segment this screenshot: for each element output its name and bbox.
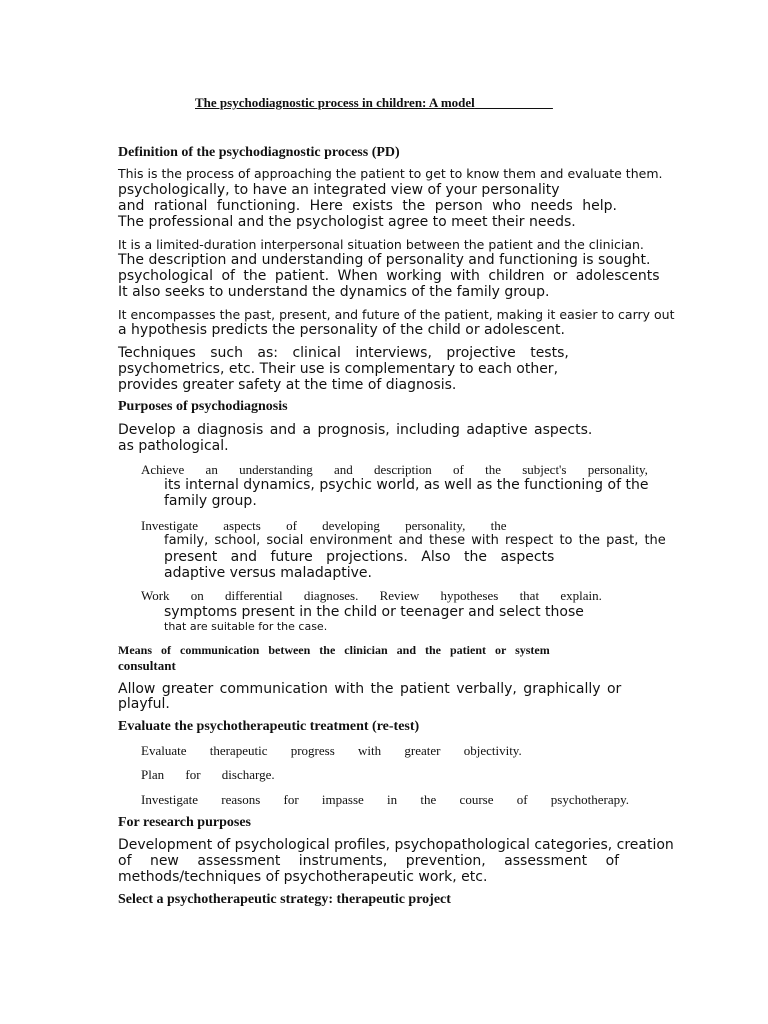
def-p4-line3: provides greater safety at the time of diagnosis. xyxy=(118,377,457,393)
def-p3-line2: a hypothesis predicts the personality of the child or adolescent. xyxy=(118,322,565,338)
means-p1-line2: playful. xyxy=(118,696,170,712)
evaluate-item2: Plan for discharge. xyxy=(141,767,275,782)
research-p1-line3: methods/techniques of psychotherapeutic work, etc. xyxy=(118,869,488,885)
purpose-item2-line1: Investigate aspects of developing personality, the xyxy=(141,518,507,533)
means-heading-line2: consultant xyxy=(118,658,176,673)
purpose-item1-line2: its internal dynamics, psychic world, as well as the functioning of the xyxy=(164,477,649,493)
purposes-p1-line2: as pathological. xyxy=(118,438,229,454)
research-p1-line1: Development of psychological profiles, psychopathological categories, creation xyxy=(118,837,674,853)
page-title xyxy=(195,95,553,111)
def-p1-line1: This is the process of approaching the patient to get to know them and evaluate them. xyxy=(118,166,663,181)
page-title-text: The psychodiagnostic process in children: A model xyxy=(195,95,475,110)
means-p1-line1: Allow greater communication with the patient verbally, graphically or xyxy=(118,681,622,697)
def-p1-line4: The professional and the psychologist agree to meet their needs. xyxy=(118,214,576,230)
def-p2-line4: It also seeks to understand the dynamics of the family group. xyxy=(118,284,550,300)
def-p1-line3: and rational functioning. Here exists the person who needs help. xyxy=(118,198,617,214)
def-p2-line3: psychological of the patient. When working with children or adolescents xyxy=(118,268,660,284)
purpose-item3-line3: that are suitable for the case. xyxy=(164,620,328,633)
purpose-item1-line1: Achieve an understanding and description of the subject's personality, xyxy=(141,462,648,477)
page-title-underline-tail: ____________ xyxy=(474,95,553,110)
purpose-item1-line3: family group. xyxy=(164,493,257,509)
purposes-p1-line1: Develop a diagnosis and a prognosis, including adaptive aspects. xyxy=(118,422,593,438)
research-p1-line2: of new assessment instruments, prevention, assessment of xyxy=(118,853,620,869)
def-p4-line2: psychometrics, etc. Their use is complementary to each other, xyxy=(118,361,559,377)
def-p2-line2: The description and understanding of personality and functioning is sought. xyxy=(118,252,651,268)
purpose-item2-line2: family, school, social environment and these with respect to the past, the xyxy=(164,533,666,548)
means-heading-line1: Means of communication between the clinician and the patient or system xyxy=(118,643,550,657)
purpose-item3-line2: symptoms present in the child or teenager and select those xyxy=(164,604,584,620)
def-p1-line2: psychologically, to have an integrated view of your personality xyxy=(118,182,560,198)
def-p2-line1: It is a limited-duration interpersonal situation between the patient and the clinician. xyxy=(118,237,644,252)
purpose-item2-line4: adaptive versus maladaptive. xyxy=(164,565,372,581)
strategy-heading: Select a psychotherapeutic strategy: therapeutic project xyxy=(118,892,451,907)
definition-heading: Definition of the psychodiagnostic process (PD) xyxy=(118,145,400,160)
def-p4-line1: Techniques such as: clinical interviews, projective tests, xyxy=(118,345,569,361)
purposes-heading: Purposes of psychodiagnosis xyxy=(118,399,288,414)
purpose-item2-line3: present and future projections. Also the aspects xyxy=(164,549,555,565)
evaluate-item1: Evaluate therapeutic progress with greater objectivity. xyxy=(141,743,522,758)
research-heading: For research purposes xyxy=(118,815,251,830)
evaluate-item3: Investigate reasons for impasse in the course of psychotherapy. xyxy=(141,792,630,807)
def-p3-line1: It encompasses the past, present, and future of the patient, making it easier to carry out xyxy=(118,307,675,322)
purpose-item3-line1: Work on differential diagnoses. Review hypotheses that explain. xyxy=(141,588,602,603)
evaluate-heading: Evaluate the psychotherapeutic treatment (re-test) xyxy=(118,719,420,734)
